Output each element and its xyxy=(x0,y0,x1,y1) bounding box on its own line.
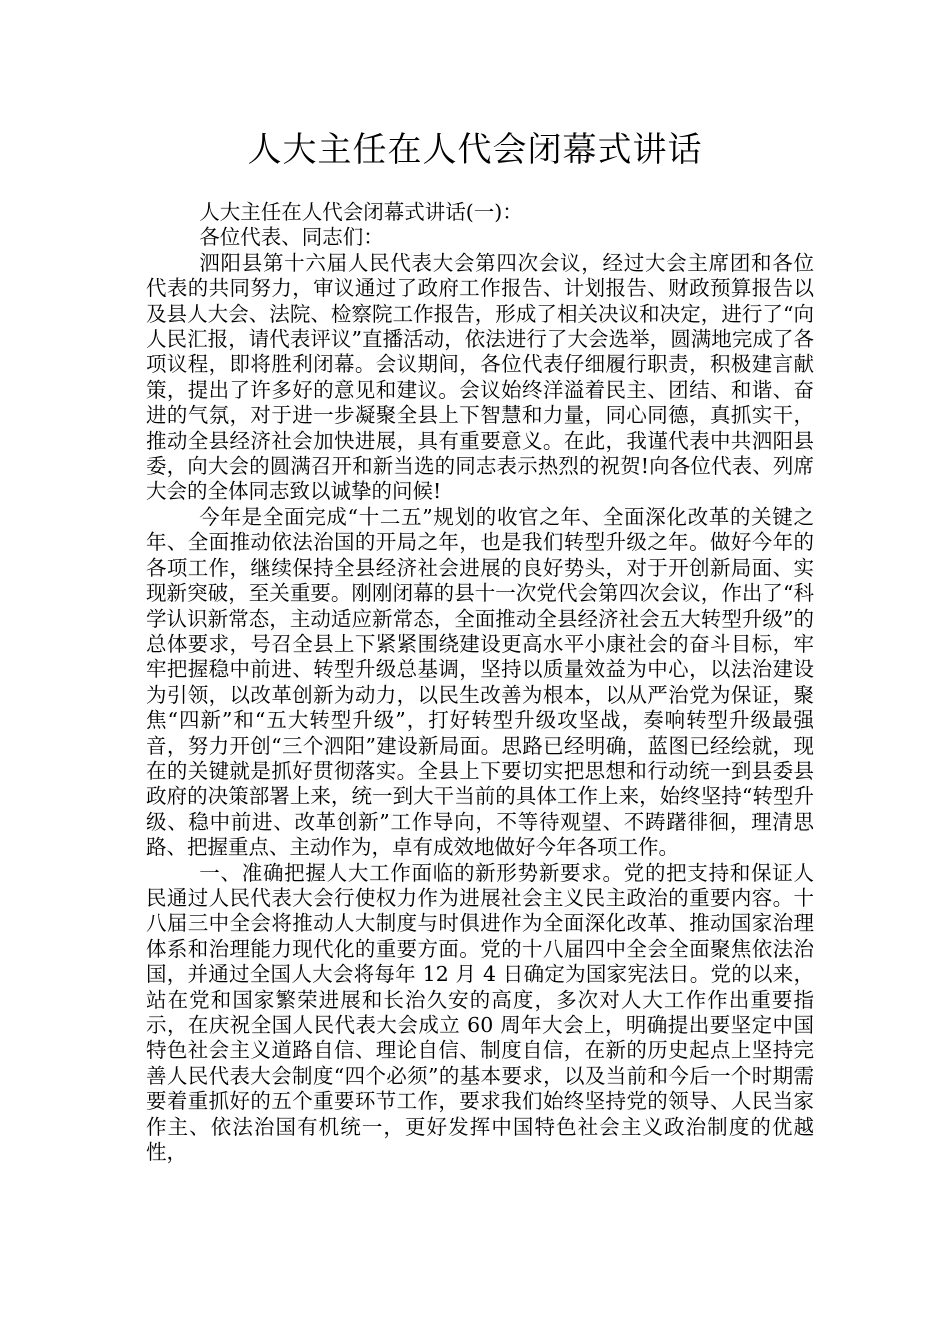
body-paragraph: 今年是全面完成“十二五”规划的收官之年、全面深化改革的关键之年、全面推动依法治国的开局之年，也是我们转型升级之年。做好今年的各项工作，继续保持全县经济社会进展的良好势头，对于开创新局面、实现新突破，至关重要。刚刚闭幕的县十一次党代会第四次会议，作出了“科学认识新常态，主动适应新常态，全面推动全县经济社会五大转型升级”的总体要求，号召全县上下紧紧围绕建设更高水平小康社会的奋斗目标，牢牢把握稳中前进、转型升级总基调，坚持以质量效益为中心，以法治建设为引领，以改革创新为动力，以民生改善为根本，以从严治党为保证，聚焦“四新”和“五大转型升级”，打好转型升级攻坚战，奏响转型升级最强音，努力开创“三个泗阳”建设新局面。思路已经明确，蓝图已经绘就，现在的关键就是抓好贯彻落实。全县上下要切实把思想和行动统一到县委县政府的决策部署上来，统一到大干当前的具体工作上来，始终坚持“转型升级、稳中前进、改革创新”工作导向，不等待观望、不踌躇徘徊，理清思路、把握重点、主动作为，卓有成效地做好今年各项工作。 xyxy=(146,504,814,860)
body-paragraph: 泗阳县第十六届人民代表大会第四次会议，经过大会主席团和各位代表的共同努力，审议通过了政府工作报告、计划报告、财政预算报告以及县人大会、法院、检察院工作报告，形成了相关决议和决定，进行了“向人民汇报，请代表评议”直播活动，依法进行了大会选举，圆满地完成了各项议程，即将胜利闭幕。会议期间，各位代表仔细履行职责，积极建言献策，提出了许多好的意见和建议。会议始终洋溢着民主、团结、和谐、奋进的气氛，对于进一步凝聚全县上下智慧和力量，同心同德，真抓实干，推动全县经济社会加快进展，具有重要意义。在此，我谨代表中共泗阳县委，向大会的圆满召开和新当选的同志表示热烈的祝贺!向各位代表、列席大会的全体同志致以诚挚的问候! xyxy=(146,250,814,504)
body-paragraph: 一、准确把握人大工作面临的新形势新要求。党的把支持和保证人民通过人民代表大会行使权力作为进展社会主义民主政治的重要内容。十八届三中全会将推动人大制度与时俱进作为全面深化改革、推动国家治理体系和治理能力现代化的重要方面。党的十八届四中全会全面聚焦依法治国，并通过全国人大会将每年 12 月 4 日确定为国家宪法日。党的以来，站在党和国家繁荣进展和长治久安的高度，多次对人大工作作出重要指示，在庆祝全国人民代表大会成立 60 周年大会上，明确提出要坚定中国特色社会主义道路自信、理论自信、制度自信，在新的历史起点上坚持完善人民代表大会制度“四个必须”的基本要求，以及当前和今后一个时期需要着重抓好的五个重要环节工作，要求我们始终坚持党的领导、人民当家作主、依法治国有机统一，更好发挥中国特色社会主义政治制度的优越性， xyxy=(146,860,814,1165)
subtitle-paragraph: 人大主任在人代会闭幕式讲话(一)： xyxy=(199,200,523,224)
document-title: 人大主任在人代会闭幕式讲话 xyxy=(247,130,703,170)
document-body xyxy=(146,200,814,1165)
salutation-paragraph: 各位代表、同志们： xyxy=(199,225,384,250)
